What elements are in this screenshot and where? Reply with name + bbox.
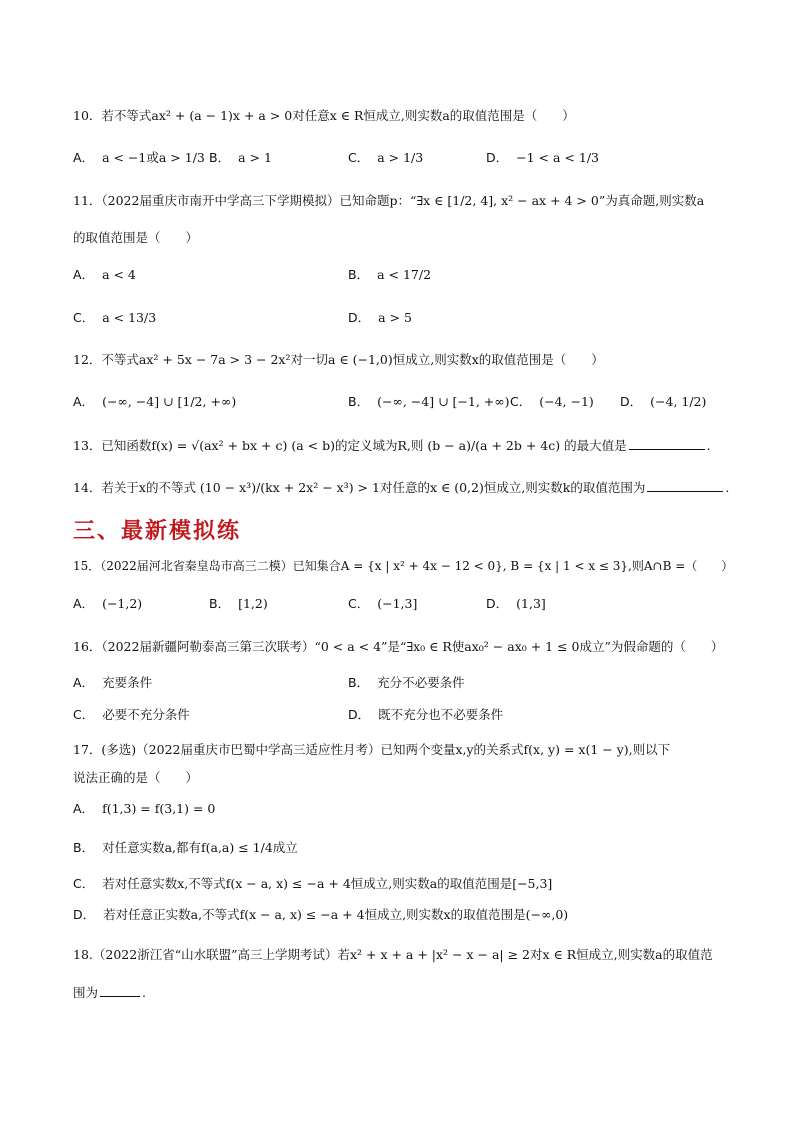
question-11-option-b — [348, 265, 431, 285]
option-text: f(1,3) = f(3,1) = 0 — [102, 801, 216, 816]
question-14-tail: . — [725, 480, 730, 495]
option-text: (−4, −1) — [539, 394, 594, 409]
question-17-option-b — [73, 838, 298, 858]
question-11-option-c — [73, 308, 156, 328]
option-label: D． — [348, 310, 371, 325]
option-text: 若对任意实数x,不等式f(x − a, x) ≤ −a + 4恒成立,则实数a的取值范围是[−5,3] — [102, 876, 553, 891]
option-label: A． — [73, 150, 95, 165]
option-text: a < −1或a > 1/3 — [102, 150, 205, 165]
option-label: A． — [73, 675, 95, 690]
question-17-option-a — [73, 799, 215, 819]
option-label: B． — [209, 150, 231, 165]
question-18-tail: . — [142, 985, 146, 1000]
option-text: 既不充分也不必要条件 — [378, 707, 504, 722]
option-text: [1,2) — [238, 596, 268, 611]
option-label: C． — [73, 310, 95, 325]
question-10-option-b — [209, 148, 272, 168]
option-text: a > 5 — [378, 310, 412, 325]
option-label: A． — [73, 801, 95, 816]
option-label: B． — [348, 267, 370, 282]
question-14-line — [73, 478, 729, 498]
question-10-option-c — [348, 148, 423, 168]
option-label: C． — [348, 596, 370, 611]
option-text: a < 4 — [102, 267, 136, 282]
option-text: 必要不充分条件 — [102, 707, 190, 722]
question-18-line2 — [73, 983, 146, 1003]
option-label: A． — [73, 267, 95, 282]
question-17-option-d — [73, 905, 568, 925]
question-15-option-d — [486, 594, 546, 614]
question-16-option-a — [73, 673, 152, 693]
question-10-option-d — [486, 148, 599, 168]
question-16-option-d — [348, 705, 503, 725]
section-title: 三、最新模拟练 — [73, 519, 242, 544]
question-13-tail: . — [706, 438, 711, 453]
question-12-option-b — [348, 392, 510, 412]
option-text: 若对任意正实数a,不等式f(x − a, x) ≤ −a + 4恒成立,则实数x的取值范围是(−∞,0) — [103, 907, 569, 922]
option-text: a < 13/3 — [102, 310, 157, 325]
question-11-option-a — [73, 265, 136, 285]
question-10-option-a — [73, 148, 205, 168]
option-text: (−∞, −4] ∪ [1/2, +∞) — [102, 394, 237, 409]
question-15-option-a — [73, 594, 142, 614]
question-12-stem: 12．不等式ax² + 5x − 7a > 3 − 2x²对一切a ∈ (−1,0)恒成立,则实数x的取值范围是（ ） — [73, 352, 604, 367]
question-12-option-a — [73, 392, 236, 412]
question-18-stem-cont: 围为 — [73, 985, 99, 1000]
option-text: −1 < a < 1/3 — [516, 150, 599, 165]
question-15-stem: 15．（2022届河北省秦皇岛市高三二模）已知集合A = {x | x² + 4x − 12 < 0}, B = {x | 1 < x ≤ 3},则A∩B =（ ） — [73, 559, 734, 573]
option-text: a > 1/3 — [377, 150, 424, 165]
answer-blank — [629, 437, 705, 450]
question-16-option-b — [348, 673, 465, 693]
question-11-stem: 11．（2022届重庆市南开中学高三下学期模拟）已知命题p：“∃x ∈ [1/2, 4], x² − ax + 4 > 0”为真命题,则实数a — [73, 193, 705, 208]
option-label: C． — [348, 150, 370, 165]
option-label: B． — [348, 394, 370, 409]
question-16-stem: 16．（2022届新疆阿勒泰高三第三次联考）“0 < a < 4”是“∃x₀ ∈ R使ax₀² − ax₀ + 1 ≤ 0成立”为假命题的（ ） — [73, 639, 724, 654]
option-label: C． — [73, 876, 95, 891]
question-14-stem: 14．若关于x的不等式 (10 − x³)/(kx + 2x² − x³) > 1对任意的x ∈ (0,2)恒成立,则实数k的取值范围为 — [73, 480, 646, 495]
option-text: a > 1 — [238, 150, 272, 165]
answer-blank — [647, 479, 723, 492]
answer-blank — [100, 984, 140, 997]
option-label: A． — [73, 394, 95, 409]
option-label: D． — [348, 707, 371, 722]
question-15-option-b — [209, 594, 268, 614]
option-label: D． — [486, 596, 509, 611]
question-11-option-d — [348, 308, 412, 328]
option-label: C． — [73, 707, 95, 722]
question-17-option-c — [73, 874, 552, 894]
question-17-stem-cont: 说法正确的是（ ） — [73, 770, 199, 785]
question-12-option-d — [620, 392, 706, 412]
question-13-stem: 13．已知函数f(x) = √(ax² + bx + c) (a < b)的定义域为R,则 (b − a)/(a + 2b + 4c) 的最大值是 — [73, 438, 627, 453]
option-text: a < 17/2 — [377, 267, 432, 282]
question-12-option-c — [510, 392, 594, 412]
option-text: 充要条件 — [102, 675, 153, 690]
question-13-line — [73, 436, 711, 456]
option-label: C． — [510, 394, 532, 409]
option-text: (1,3] — [516, 596, 546, 611]
option-text: 充分不必要条件 — [377, 675, 465, 690]
option-label: A． — [73, 596, 95, 611]
option-label: B． — [209, 596, 231, 611]
question-16-option-c — [73, 705, 190, 725]
option-text: (−1,3] — [377, 596, 418, 611]
option-label: D． — [73, 907, 96, 922]
question-10-stem: 10．若不等式ax² + (a − 1)x + a > 0对任意x ∈ R恒成立,则实数a的取值范围是（ ） — [73, 108, 575, 123]
option-text: (−∞, −4] ∪ [−1, +∞) — [377, 394, 510, 409]
option-text: 对任意实数a,都有f(a,a) ≤ 1/4成立 — [102, 840, 298, 855]
option-label: D． — [620, 394, 643, 409]
question-11-stem-cont: 的取值范围是（ ） — [73, 230, 199, 245]
option-label: D． — [486, 150, 509, 165]
option-label: B． — [73, 840, 95, 855]
question-17-stem: 17．(多选)（2022届重庆市巴蜀中学高三适应性月考）已知两个变量x,y的关系式f(x, y) = x(1 − y),则以下 — [73, 742, 671, 757]
option-text: (−1,2) — [102, 596, 143, 611]
option-text: (−4, 1/2) — [650, 394, 707, 409]
question-15-option-c — [348, 594, 417, 614]
option-label: B． — [348, 675, 370, 690]
question-18-stem: 18.（2022浙江省“山水联盟”高三上学期考试）若x² + x + a + |x² − x − a| ≥ 2对x ∈ R恒成立,则实数a的取值范 — [73, 947, 713, 962]
